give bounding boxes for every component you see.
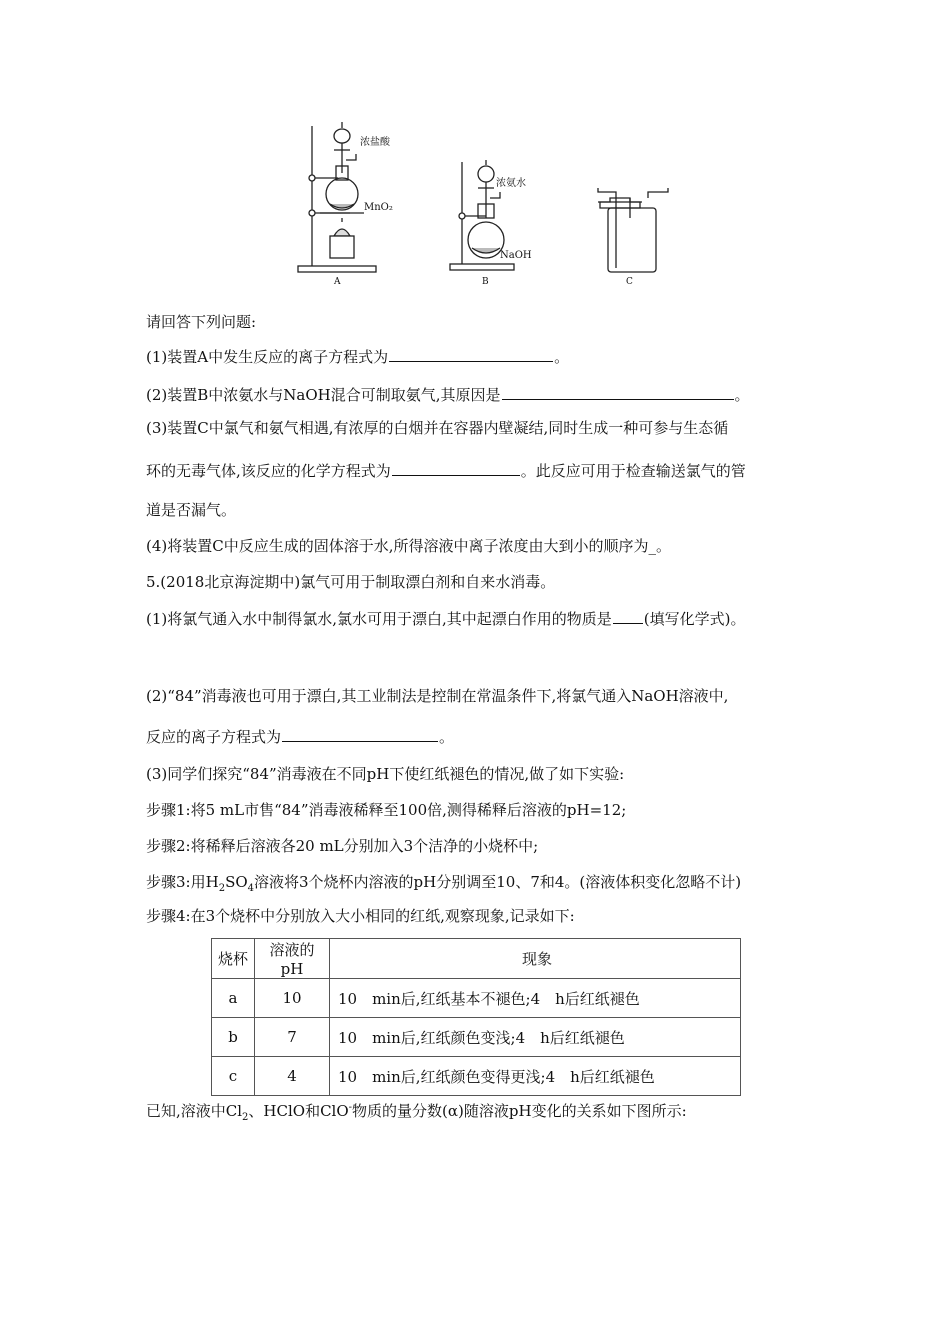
problem-5-q2-cont: 反应的离子方程式为 。 bbox=[146, 728, 455, 746]
header-beaker: 烧杯 bbox=[212, 939, 255, 979]
answer-blank[interactable] bbox=[389, 346, 553, 362]
cell-beaker: b bbox=[212, 1018, 255, 1057]
answer-blank[interactable] bbox=[502, 384, 734, 400]
question-3: (3)装置C中氯气和氨气相遇,有浓厚的白烟并在容器内壁凝结,同时生成一种可参与生态循 bbox=[146, 419, 729, 437]
step-2: 步骤2:将稀释后溶液各20 mL分别加入3个洁净的小烧杯中; bbox=[146, 837, 539, 855]
cell-observation: 10 min后,红纸颜色变浅;4 h后红纸褪色 bbox=[330, 1018, 741, 1057]
question-3-cont: 环的无毒气体,该反应的化学方程式为 。此反应可用于检查输送氯气的管 bbox=[146, 462, 746, 480]
answer-blank[interactable] bbox=[613, 608, 643, 624]
cell-observation: 10 min后,红纸颜色变得更浅;4 h后红纸褪色 bbox=[330, 1057, 741, 1096]
apparatus-figure bbox=[290, 118, 670, 293]
table-row bbox=[212, 979, 741, 1018]
label-a: A bbox=[334, 277, 341, 287]
step-4: 步骤4:在3个烧杯中分别放入大小相同的红纸,观察现象,记录如下: bbox=[146, 907, 575, 925]
answer-blank[interactable] bbox=[282, 726, 438, 742]
question-1: (1)装置A中发生反应的离子方程式为 。 bbox=[146, 348, 570, 366]
question-4: (4)将装置C中反应生成的固体溶于水,所得溶液中离子浓度由大到小的顺序为_。 bbox=[146, 537, 672, 555]
cell-beaker: c bbox=[212, 1057, 255, 1096]
step-1: 步骤1:将5 mL市售“84”消毒液稀释至100倍,测得稀释后溶液的pH=12; bbox=[146, 801, 627, 819]
cell-ph: 7 bbox=[255, 1018, 330, 1057]
header-ph: 溶液的pH bbox=[255, 939, 330, 979]
label-naoh: NaOH bbox=[500, 250, 532, 261]
cell-ph: 4 bbox=[255, 1057, 330, 1096]
known-line: 已知,溶液中$Cl_2$、HClO和ClO-物质的量分数(α)随溶液pH变化的关系如下图所示: bbox=[146, 1102, 687, 1123]
problem-5-q3: (3)同学们探究“84”消毒液在不同pH下使红纸褪色的情况,做了如下实验: bbox=[146, 765, 625, 783]
observation-table bbox=[211, 938, 741, 1096]
cell-ph: 10 bbox=[255, 979, 330, 1018]
table-row bbox=[212, 1018, 741, 1057]
label-b: B bbox=[482, 277, 489, 287]
label-ammonia: 浓氨水 bbox=[496, 178, 526, 189]
table-header-row bbox=[212, 939, 741, 979]
label-hcl: 浓盐酸 bbox=[360, 137, 390, 148]
problem-5-q1: (1)将氯气通入水中制得氯水,氯水可用于漂白,其中起漂白作用的物质是 (填写化学式)。 bbox=[146, 610, 746, 628]
cell-beaker: a bbox=[212, 979, 255, 1018]
answer-blank[interactable] bbox=[392, 460, 520, 476]
problem-5-q2: (2)“84”消毒液也可用于漂白,其工业制法是控制在常温条件下,将氯气通入NaOH溶液中, bbox=[146, 687, 729, 705]
text-line: 请回答下列问题: bbox=[146, 313, 257, 331]
header-observation: 现象 bbox=[330, 939, 741, 979]
label-mno2: MnO₂ bbox=[364, 202, 393, 213]
question-2: (2)装置B中浓氨水与NaOH混合可制取氨气,其原因是 。 bbox=[146, 386, 750, 404]
problem-5-title: 5.(2018北京海淀期中)氯气可用于制取漂白剂和自来水消毒。 bbox=[146, 573, 556, 591]
label-c: C bbox=[626, 277, 633, 287]
question-3-end: 道是否漏气。 bbox=[146, 501, 237, 519]
cell-observation: 10 min后,红纸基本不褪色;4 h后红纸褪色 bbox=[330, 979, 741, 1018]
table-row bbox=[212, 1057, 741, 1096]
step-3: 步骤3:用$H_2SO_4$溶液将3个烧杯内溶液的pH分别调至10、7和4。(溶液体积变化忽略不计) bbox=[146, 873, 742, 894]
